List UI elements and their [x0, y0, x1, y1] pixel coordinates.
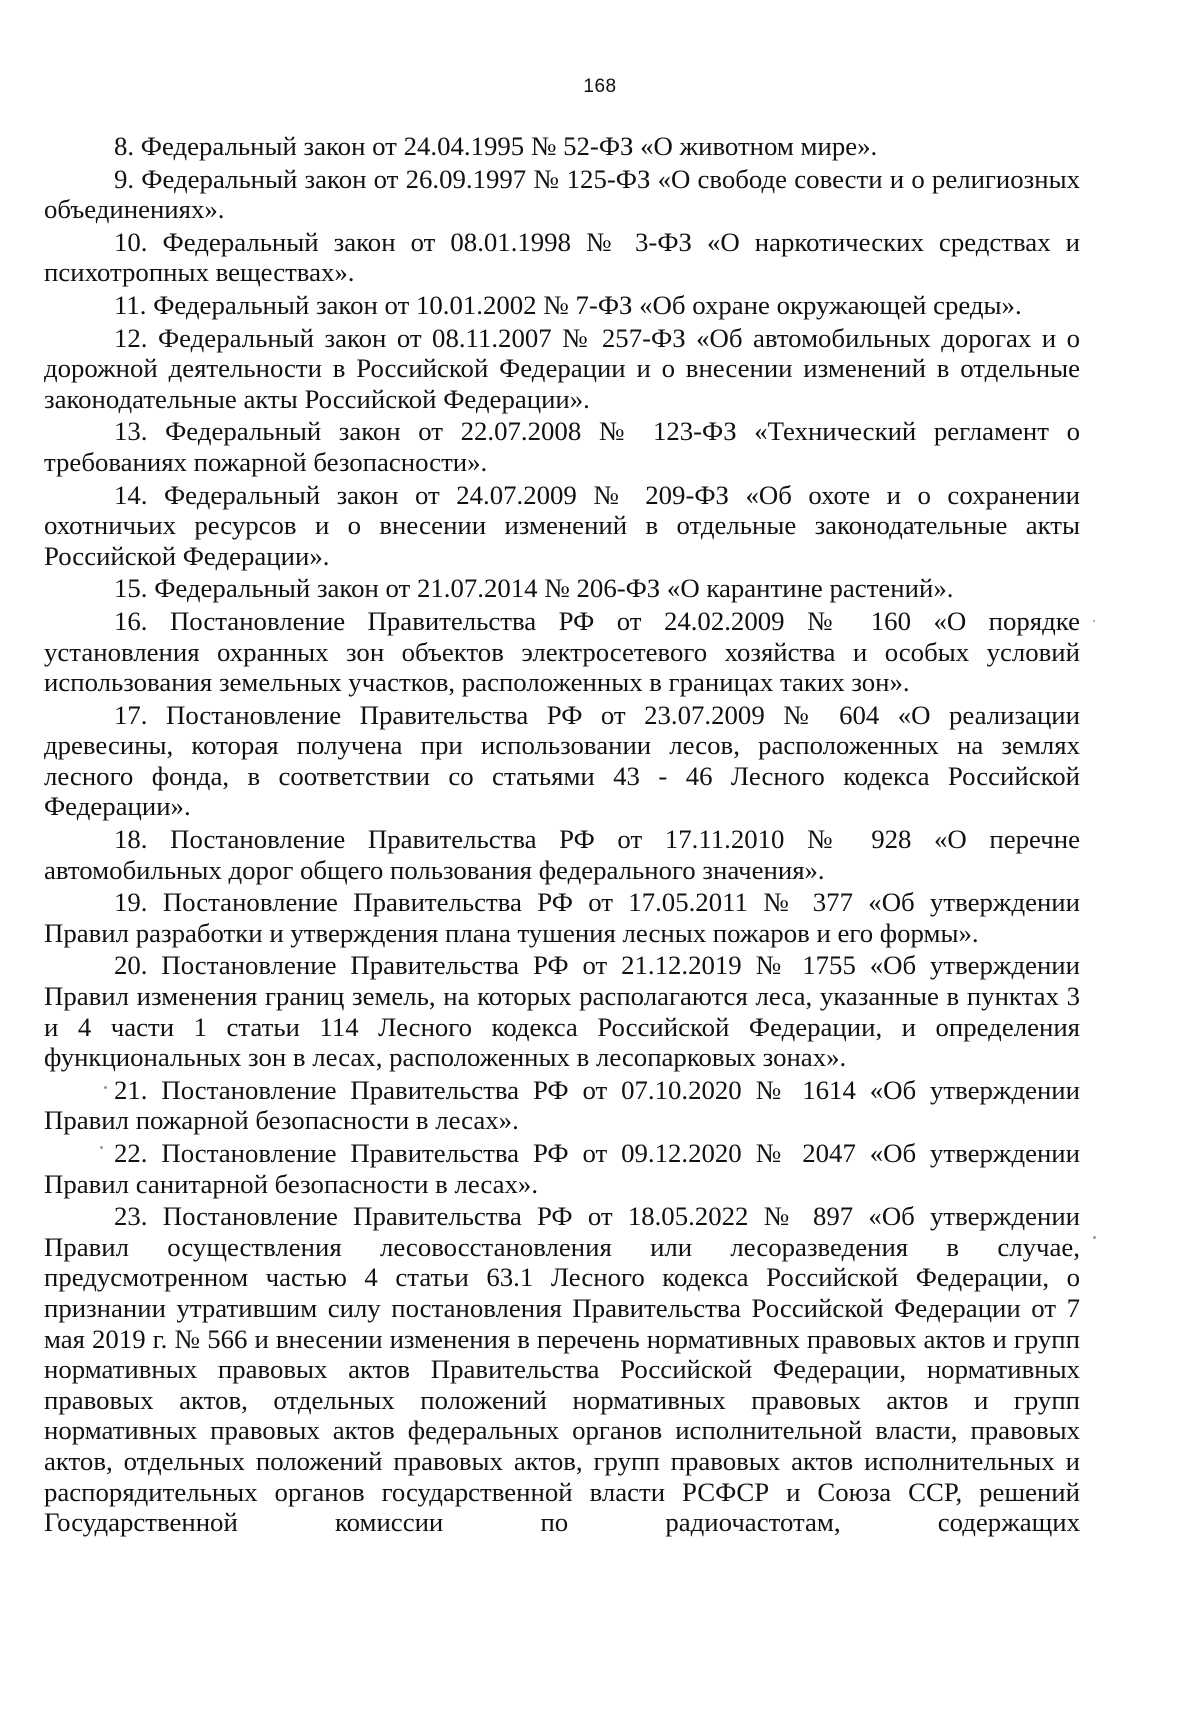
- list-item: 12. Федеральный закон от 08.11.2007 № 257-ФЗ «Об автомобильных дорогах и о дорожной деятельности в Российской Федерации и о внесении изменений в отдельные законодательные акты Российской Федерации».: [44, 322, 1080, 414]
- list-item: 19. Постановление Правительства РФ от 17.05.2011 № 377 «Об утверждении Правил разработки и утверждения плана тушения лесных пожаров и его формы».: [44, 887, 1080, 948]
- scan-speck: [1093, 620, 1095, 622]
- list-item: 15. Федеральный закон от 21.07.2014 № 206-ФЗ «О карантине растений».: [114, 573, 954, 604]
- list-item: 10. Федеральный закон от 08.01.1998 № 3-ФЗ «О наркотических средствах и психотропных веществах».: [44, 226, 1080, 288]
- page-number: 168: [583, 76, 617, 97]
- document-body: [44, 131, 1080, 1538]
- list-item: 23. Постановление Правительства РФ от 18.05.2022 № 897 «Об утверждении Правил осуществления лесовосстановления или лесоразведения в случае, предусмотренном частью 4 статьи 63.1 Лесного кодекса Российской Федерации, о признании утратившим силу постановления Правительства Российской Федерации от 7 мая 2019 г. № 566 и внесении изменения в перечень нормативных правовых актов и групп нормативных правовых актов Правительства Российской Федерации, нормативных правовых актов, отдельных положений нормативных правовых актов и групп нормативных правовых актов федеральных органов исполнительной власти, правовых актов, отдельных положений правовых актов, групп правовых актов исполнительных и распорядительных органов государственной власти РСФСР и Союза ССР, решений Государственной комиссии по радиочастотам, содержащих: [44, 1201, 1080, 1538]
- scan-speck: [1093, 1236, 1096, 1239]
- list-item: 17. Постановление Правительства РФ от 23.07.2009 № 604 «О реализации древесины, которая получена при использовании лесов, расположенных на землях лесного фонда, в соответствии со статьями 43 - 46 Лесного кодекса Российской Федерации».: [44, 699, 1080, 822]
- scan-speck: [104, 1086, 107, 1089]
- list-item: 20. Постановление Правительства РФ от 21.12.2019 № 1755 «Об утверждении Правил изменения границ земель, на которых располагаются леса, указанные в пунктах 3 и 4 части 1 статьи 114 Лесного кодекса Российской Федерации, и определения функциональных зон в лесах, расположенных в лесопарковых зонах».: [44, 950, 1080, 1073]
- list-item: 9. Федеральный закон от 26.09.1997 № 125-ФЗ «О свободе совести и о религиозных объединениях».: [44, 163, 1080, 225]
- list-item: 13. Федеральный закон от 22.07.2008 № 123-ФЗ «Технический регламент о требованиях пожарной безопасности».: [44, 416, 1080, 477]
- list-item: 8. Федеральный закон от 24.04.1995 № 52-ФЗ «О животном мире».: [114, 131, 878, 161]
- list-item: 22. Постановление Правительства РФ от 09.12.2020 № 2047 «Об утверждении Правил санитарной безопасности в лесах».: [44, 1138, 1080, 1199]
- list-item: 16. Постановление Правительства РФ от 24.02.2009 № 160 «О порядке установления охранных зон объектов электросетевого хозяйства и особых условий использования земельных участков, расположенных в границах таких зон».: [44, 605, 1080, 698]
- list-item: 11. Федеральный закон от 10.01.2002 № 7-ФЗ «Об охране окружающей среды».: [114, 289, 1022, 320]
- list-item: 14. Федеральный закон от 24.07.2009 № 209-ФЗ «Об охоте и о сохранении охотничьих ресурсов и о внесении изменений в отдельные законодательные акты Российской Федерации».: [44, 479, 1080, 571]
- list-item: 18. Постановление Правительства РФ от 17.11.2010 № 928 «О перечне автомобильных дорог общего пользования федерального значения».: [44, 824, 1080, 885]
- scan-speck: [100, 1146, 103, 1149]
- list-item: 21. Постановление Правительства РФ от 07.10.2020 № 1614 «Об утверждении Правил пожарной безопасности в лесах».: [44, 1074, 1080, 1136]
